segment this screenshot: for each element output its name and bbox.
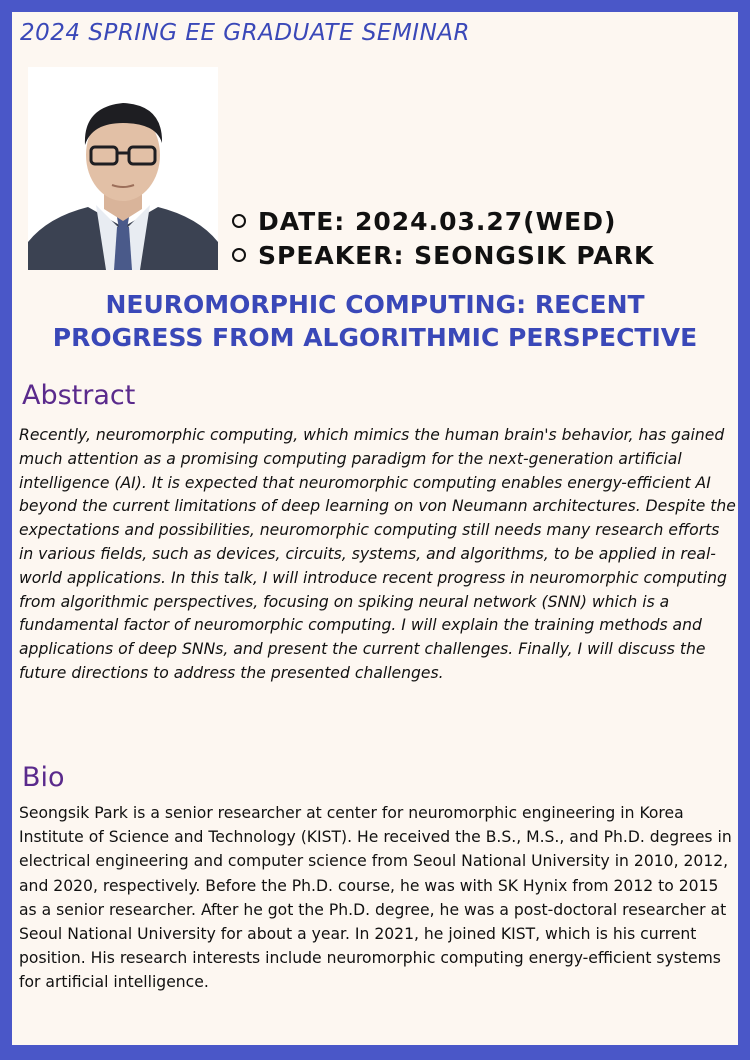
seminar-poster: [12, 12, 738, 1045]
seminar-details: [232, 204, 654, 272]
bullet-circle-icon: [232, 214, 246, 228]
speaker-portrait-icon: [28, 67, 218, 270]
abstract-body: Recently, neuromorphic computing, which mimics the human brain's behavior, has gained much attention as a promising computing paradigm for the next-generation artificial intelligence (AI). It is expected that neuromorphic computing enables energy-efficient AI beyond the current limitations of deep learning on von Neumann architectures. Despite the expectations and possibilities, neuromorphic computing still needs many research efforts in various fields, such as devices, circuits, systems, and algorithms, to be applied in real-world applications. In this talk, I will introduce recent progress in neuromorphic computing from algorithmic perspectives, focusing on spiking neural network (SNN) which is a fundamental factor of neuromorphic computing. I will explain the training methods and applications of deep SNNs, and present the current challenges. Finally, I will discuss the future directions to address the presented challenges.: [19, 426, 736, 682]
talk-title: [12, 288, 738, 354]
date-row: [232, 204, 654, 238]
talk-title-line-1: NEUROMORPHIC COMPUTING: RECENT: [105, 290, 645, 319]
speaker-name: SPEAKER: SEONGSIK PARK: [258, 240, 655, 270]
talk-title-line-2: PROGRESS FROM ALGORITHMIC PERSPECTIVE: [52, 323, 698, 352]
speaker-photo: [28, 67, 218, 270]
seminar-date: DATE: 2024.03.27(WED): [258, 206, 617, 236]
bullet-circle-icon: [232, 248, 246, 262]
seminar-series-title: 2024 SPRING EE GRADUATE SEMINAR: [20, 20, 471, 46]
bio-heading: Bio: [22, 762, 65, 793]
abstract-heading: Abstract: [22, 380, 136, 411]
bio-body: Seongsik Park is a senior researcher at center for neuromorphic engineering in Korea Institute of Science and Technology (KIST). He received the B.S., M.S., and Ph.D. degrees in electrical engineering and computer science from Seoul National University in 2010, 2012, and 2020, respectively. Before the Ph.D. course, he was with SK Hynix from 2012 to 2015 as a senior researcher. After he got the Ph.D. degree, he was a post-doctoral researcher at Seoul National University for about a year. In 2021, he joined KIST, which is his current position. His research interests include neuromorphic computing energy-efficient systems for artificial intelligence.: [19, 804, 732, 992]
speaker-row: [232, 238, 654, 272]
